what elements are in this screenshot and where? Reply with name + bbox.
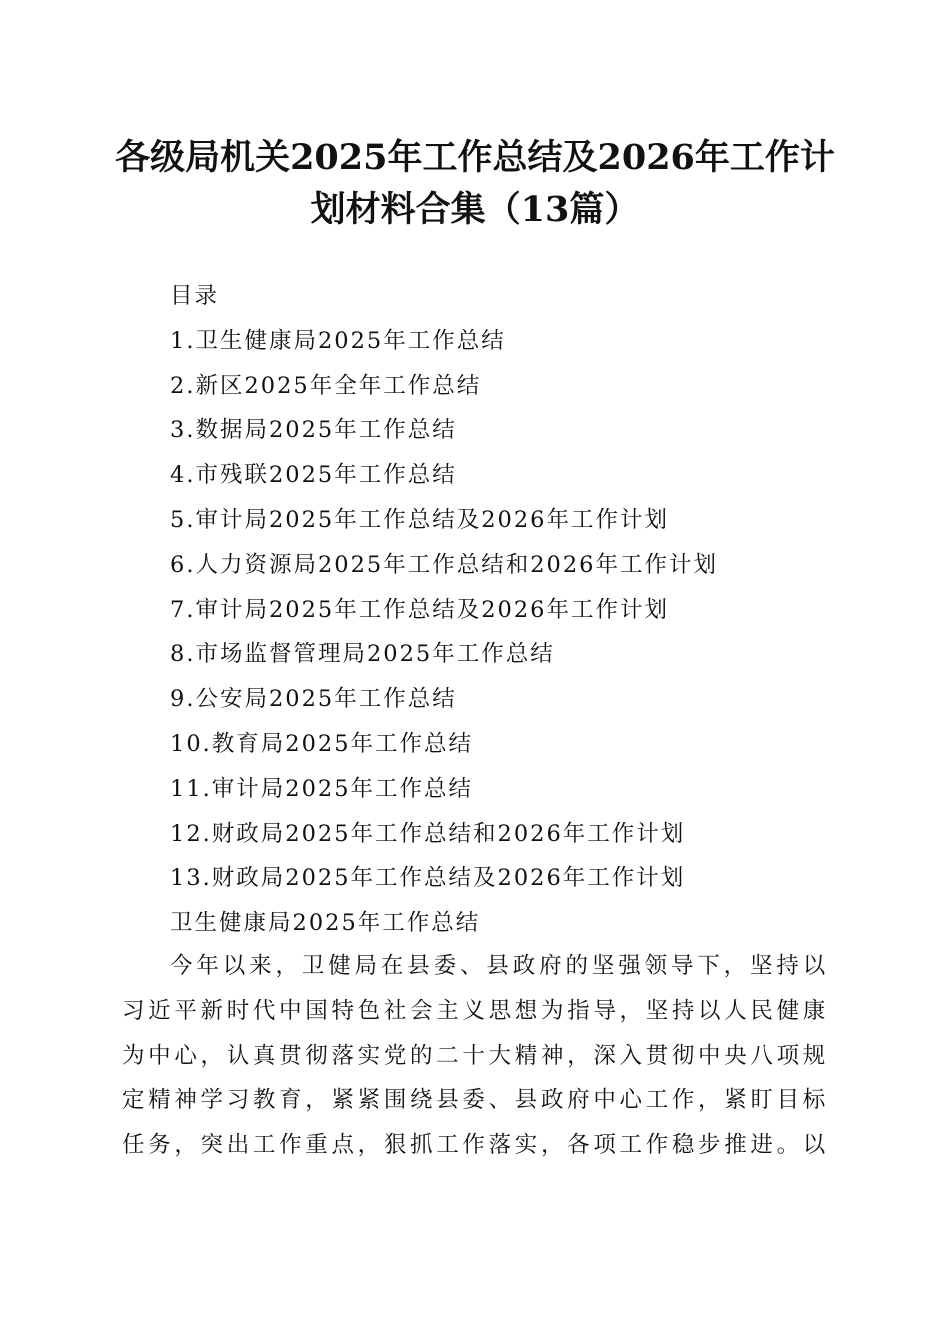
document-title [110, 132, 840, 236]
toc-item[interactable]: 13.财政局2025年工作总结及2026年工作计划 [170, 865, 686, 892]
toc-item[interactable]: 10.教育局2025年工作总结 [170, 730, 474, 757]
paragraph-line: 今年以来，卫健局在县委、县政府的坚强领导下，坚持以 [170, 953, 828, 979]
toc-item[interactable]: 11.审计局2025年工作总结 [170, 775, 474, 802]
toc-item[interactable]: 5.审计局2025年工作总结及2026年工作计划 [170, 506, 669, 533]
table-of-contents [170, 274, 870, 946]
toc-heading: 目录 [170, 283, 220, 309]
toc-item[interactable]: 3.数据局2025年工作总结 [170, 417, 457, 444]
section-heading: 卫生健康局2025年工作总结 [170, 910, 481, 937]
paragraph-line: 定精神学习教育，紧紧围绕县委、县政府中心工作，紧盯目标 [122, 1087, 828, 1114]
title-line-2: 划材料合集（13篇） [310, 189, 640, 230]
toc-item[interactable]: 4.市残联2025年工作总结 [170, 462, 457, 489]
paragraph-line: 任务，突出工作重点，狠抓工作落实，各项工作稳步推进。以 [122, 1132, 828, 1159]
toc-item[interactable]: 6.人力资源局2025年工作总结和2026年工作计划 [170, 551, 718, 578]
toc-item[interactable]: 8.市场监督管理局2025年工作总结 [170, 641, 555, 668]
toc-item[interactable]: 2.新区2025年全年工作总结 [170, 372, 482, 399]
toc-item[interactable]: 1.卫生健康局2025年工作总结 [170, 327, 506, 354]
title-line-1: 各级局机关2025年工作总结及2026年工作计 [115, 137, 835, 178]
body-paragraph [122, 944, 828, 1168]
toc-item[interactable]: 9.公安局2025年工作总结 [170, 686, 457, 713]
toc-item[interactable]: 12.财政局2025年工作总结和2026年工作计划 [170, 820, 686, 847]
toc-item[interactable]: 7.审计局2025年工作总结及2026年工作计划 [170, 596, 669, 623]
paragraph-line: 为中心，认真贯彻落实党的二十大精神，深入贯彻中央八项规 [122, 1042, 828, 1069]
paragraph-line: 习近平新时代中国特色社会主义思想为指导，坚持以人民健康 [122, 997, 828, 1024]
toc-list [170, 319, 870, 901]
